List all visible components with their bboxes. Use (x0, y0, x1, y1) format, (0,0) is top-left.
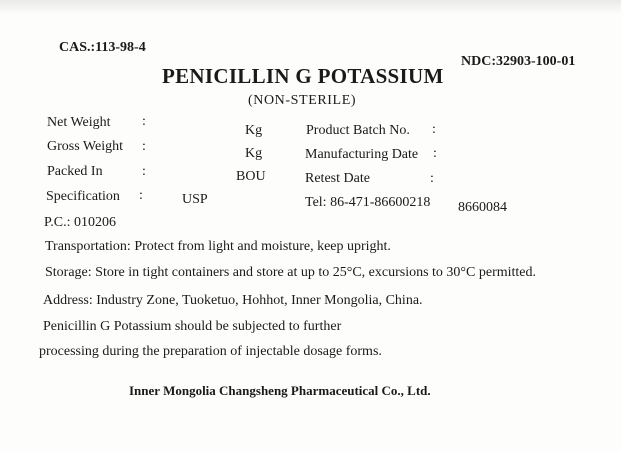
cas-number: CAS.:113-98-4 (59, 40, 146, 55)
product-batch-colon: : (432, 122, 436, 137)
packed-in-unit: BOU (236, 169, 266, 184)
processing-note-line-2: processing during the preparation of injectable dosage forms. (39, 344, 382, 359)
packed-in-colon: : (142, 164, 146, 179)
gross-weight-unit: Kg (245, 146, 263, 161)
product-subtitle: (NON-STERILE) (248, 93, 357, 108)
storage-note: Storage: Store in tight containers and store at up to 25°C, excursions to 30°C permitted. (45, 265, 537, 280)
address-line: Address: Industry Zone, Tuoketuo, Hohhot, Inner Mongolia, China. (43, 293, 423, 308)
telephone: Tel: 86-471-86600218 (305, 195, 431, 210)
gross-weight-label: Gross Weight (47, 139, 124, 154)
gross-weight-colon: : (142, 139, 146, 154)
retest-date-colon: : (430, 171, 434, 186)
specification-colon: : (139, 188, 143, 203)
specification-value: USP (182, 192, 208, 207)
product-batch-label: Product Batch No. (306, 123, 410, 138)
telephone-extra: 8660084 (458, 200, 507, 215)
net-weight-unit: Kg (245, 123, 263, 138)
retest-date-label: Retest Date (305, 171, 370, 186)
manufacturing-date-colon: : (433, 146, 437, 161)
processing-note-line-1: Penicillin G Potassium should be subjected to further (43, 319, 342, 334)
transportation-note: Transportation: Protect from light and moisture, keep upright. (45, 239, 391, 254)
specification-label: Specification (46, 189, 120, 204)
company-name: Inner Mongolia Changsheng Pharmaceutical Co., Ltd. (129, 383, 431, 398)
product-title: PENICILLIN G POTASSIUM (162, 64, 444, 88)
manufacturing-date-label: Manufacturing Date (305, 147, 419, 162)
ndc-number: NDC:32903-100-01 (461, 54, 576, 69)
net-weight-label: Net Weight (47, 115, 111, 130)
net-weight-colon: : (142, 114, 146, 129)
pc-code: P.C.: 010206 (44, 215, 116, 230)
packed-in-label: Packed In (47, 164, 103, 179)
